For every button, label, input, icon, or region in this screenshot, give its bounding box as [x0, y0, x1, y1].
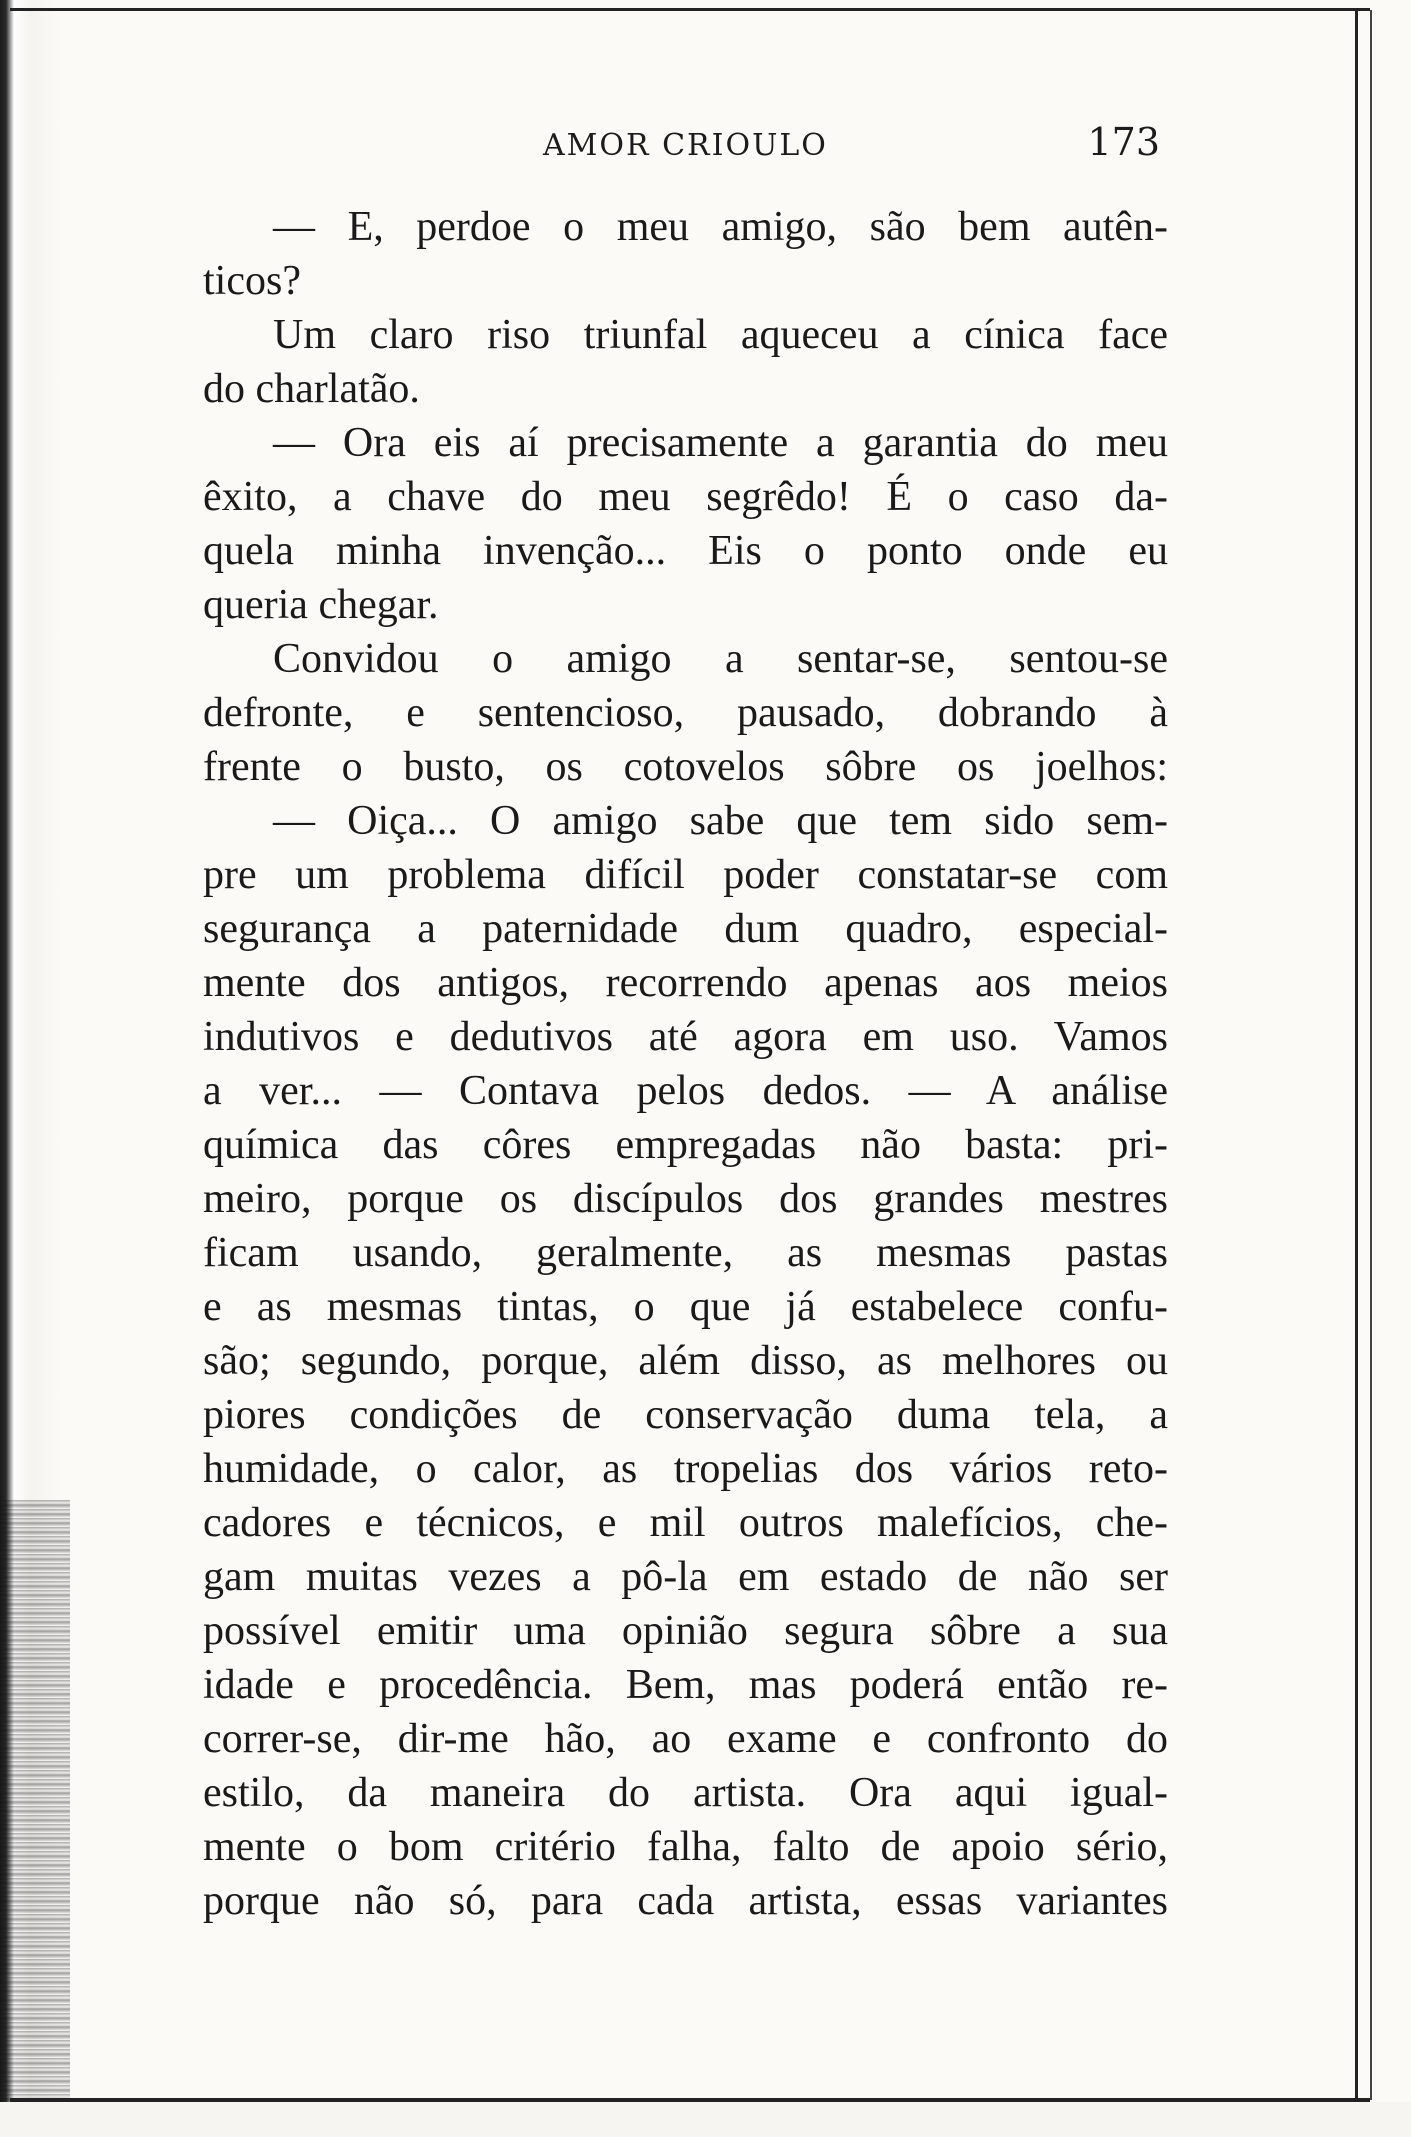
text-line: mente dos antigos, recorrendo apenas aos meios [203, 960, 1168, 1006]
text-line: estilo, da maneira do artista. Ora aqui igual- [203, 1770, 1168, 1816]
text-line: Um claro riso triunfal aqueceu a cínica face [273, 312, 1168, 358]
text-line: são; segundo, porque, além disso, as melhores ou [203, 1338, 1168, 1384]
text-line: química das côres empregadas não basta: pri- [203, 1122, 1168, 1168]
text-line: porque não só, para cada artista, essas variantes [203, 1878, 1168, 1924]
text-line: cadores e técnicos, e mil outros malefícios, che- [203, 1500, 1168, 1546]
page-border-right [1355, 10, 1358, 2100]
text-line: indutivos e dedutivos até agora em uso. Vamos [203, 1014, 1168, 1060]
text-line: humidade, o calor, as tropelias dos vários reto- [203, 1446, 1168, 1492]
text-line: quela minha invenção... Eis o ponto onde eu [203, 528, 1168, 574]
text-line: defronte, e sentencioso, pausado, dobrando à [203, 690, 1168, 736]
text-line: e as mesmas tintas, o que já estabelece confu- [203, 1284, 1168, 1330]
text-line: idade e procedência. Bem, mas poderá então re- [203, 1662, 1168, 1708]
page-number: 173 [1087, 120, 1160, 164]
text-line: segurança a paternidade dum quadro, especial- [203, 906, 1168, 952]
text-line: ficam usando, geralmente, as mesmas pastas [203, 1230, 1168, 1276]
text-line: — Ora eis aí precisamente a garantia do meu [273, 420, 1168, 466]
body-text [203, 200, 1168, 1928]
page-border-top [10, 8, 1370, 11]
text-line: meiro, porque os discípulos dos grandes mestres [203, 1176, 1168, 1222]
text-line: queria chegar. [203, 582, 439, 628]
text-line: — E, perdoe o meu amigo, são bem autên- [273, 204, 1168, 250]
text-line: a ver... — Contava pelos dedos. — A análise [203, 1068, 1168, 1114]
text-line: possível emitir uma opinião segura sôbre a sua [203, 1608, 1168, 1654]
text-line: êxito, a chave do meu segrêdo! É o caso da- [203, 474, 1168, 520]
running-title: AMOR CRIOULO [543, 128, 828, 163]
text-line: pre um problema difícil poder constatar-se com [203, 852, 1168, 898]
scan-margin [0, 2102, 1411, 2137]
text-line: Convidou o amigo a sentar-se, sentou-se [273, 636, 1168, 682]
text-line: frente o busto, os cotovelos sôbre os joelhos: [203, 744, 1168, 790]
binding-shadow [0, 1500, 70, 2137]
text-line: — Oiça... O amigo sabe que tem sido sem- [273, 798, 1168, 844]
page-header [200, 120, 1160, 170]
text-line: mente o bom critério falha, falto de apoio sério, [203, 1824, 1168, 1870]
text-line: piores condições de conservação duma tela, a [203, 1392, 1168, 1438]
page-border-right-outer [1370, 10, 1372, 2100]
text-line: do charlatão. [203, 366, 420, 412]
text-line: correr-se, dir-me hão, ao exame e confronto do [203, 1716, 1168, 1762]
text-line: gam muitas vezes a pô-la em estado de não ser [203, 1554, 1168, 1600]
text-line: ticos? [203, 258, 301, 304]
